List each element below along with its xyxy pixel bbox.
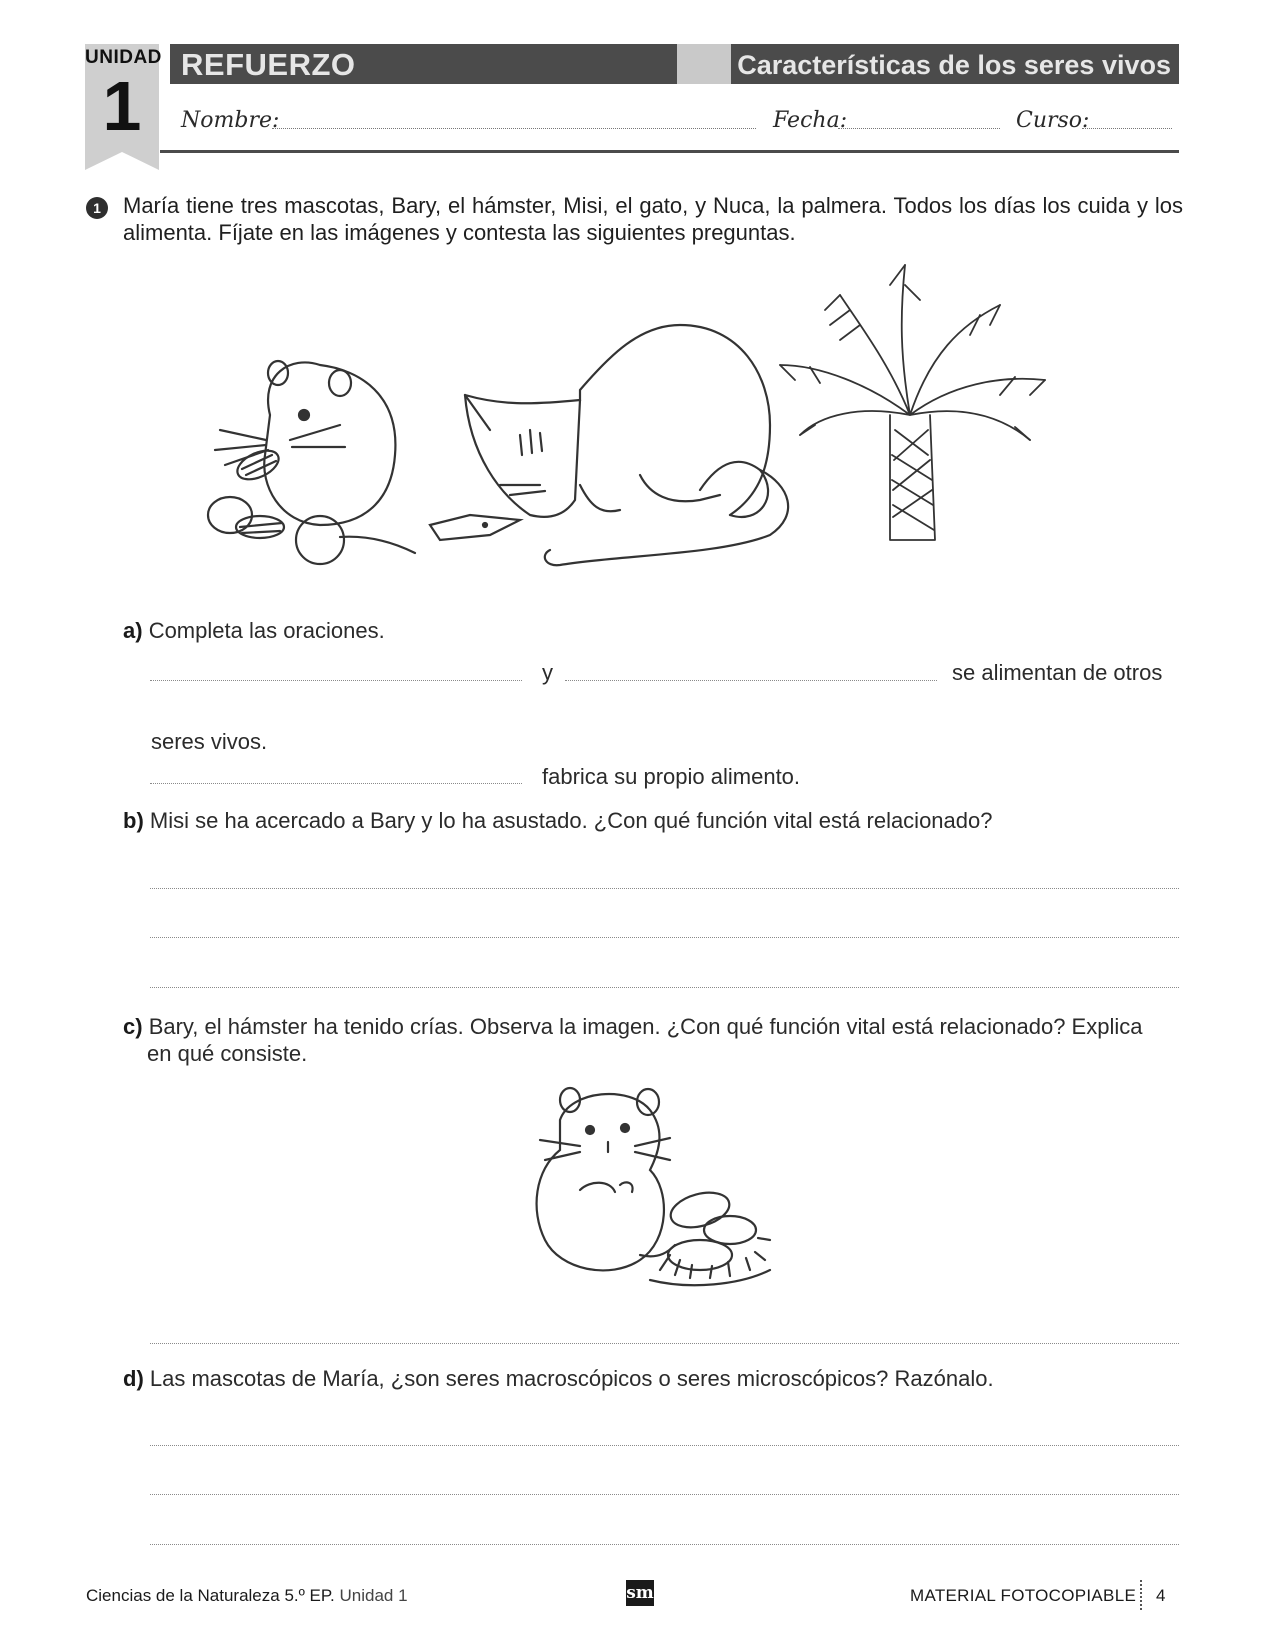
footer-material: MATERIAL FOTOCOPIABLE [910,1586,1137,1605]
sentence2-end: fabrica su propio alimento. [542,764,801,789]
footer-subject-name: Ciencias de la Naturaleza 5.º EP. [86,1586,335,1605]
answer-blank-a1[interactable] [150,680,522,681]
pets-illustration [200,255,1110,595]
answer-line-b3[interactable] [150,987,1179,988]
answer-line-c1[interactable] [150,1343,1179,1344]
hamster-babies-illustration [520,1080,790,1300]
part-c-letter: c) [123,1014,143,1039]
part-d-text: Las mascotas de María, ¿son seres macroscópicos o seres microscópicos? Razónalo. [149,1366,994,1391]
answer-blank-a3[interactable] [150,783,522,784]
part-c-text-line2: en qué consiste. [147,1041,308,1066]
part-c-text-line1: Bary, el hámster ha tenido crías. Observa la imagen. ¿Con qué función vital está relacionado? Explica [148,1014,1143,1039]
part-d-prompt [123,1365,994,1393]
sentence1-end: se alimentan de otros [952,660,1163,685]
answer-blank-a2[interactable] [565,680,937,681]
part-a-prompt [123,617,385,645]
band-separator [677,44,731,84]
question-text: María tiene tres mascotas, Bary, el hámster, Misi, el gato, y Nuca, la palmera. Todos los días los cuida y los alimenta. Fíjate en las imágenes y contesta las siguientes preguntas. [123,193,1183,245]
part-d-letter: d) [123,1366,144,1391]
name-label: Nombre: [181,108,280,133]
unit-label: UNIDAD [85,47,162,68]
date-label: Fecha: [773,108,848,133]
page-number: 4 [1156,1586,1166,1605]
connector-y: y [542,660,553,685]
part-a-text: Completa las oraciones. [148,618,385,643]
sentence1-continuation: seres vivos. [151,729,268,754]
part-b-prompt [123,807,993,835]
question-number: 1 [86,197,108,219]
footer-unit: Unidad 1 [339,1586,408,1605]
date-field[interactable] [838,128,1000,129]
answer-line-d3[interactable] [150,1544,1179,1545]
section-title: REFUERZO [181,47,356,82]
part-c-prompt [123,1013,1142,1041]
name-field[interactable] [272,128,756,129]
header-rule [160,150,1179,153]
part-b-text: Misi se ha acercado a Bary y lo ha asustado. ¿Con qué función vital está relacionado? [149,808,993,833]
answer-line-b2[interactable] [150,937,1179,938]
footer-subject [86,1585,408,1607]
answer-line-b1[interactable] [150,888,1179,889]
palm-drawing [780,265,1045,540]
answer-line-d2[interactable] [150,1494,1179,1495]
topic-title: Características de los seres vivos [737,50,1171,80]
course-field[interactable] [1082,128,1172,129]
unit-number: 1 [102,67,142,145]
course-label: Curso: [1016,108,1090,133]
footer-separator [1140,1580,1142,1610]
cat-drawing [430,325,788,565]
part-a-letter: a) [123,618,143,643]
answer-line-d1[interactable] [150,1445,1179,1446]
hamster-drawing [208,361,415,564]
part-b-letter: b) [123,808,144,833]
publisher-logo: sm [626,1580,654,1606]
